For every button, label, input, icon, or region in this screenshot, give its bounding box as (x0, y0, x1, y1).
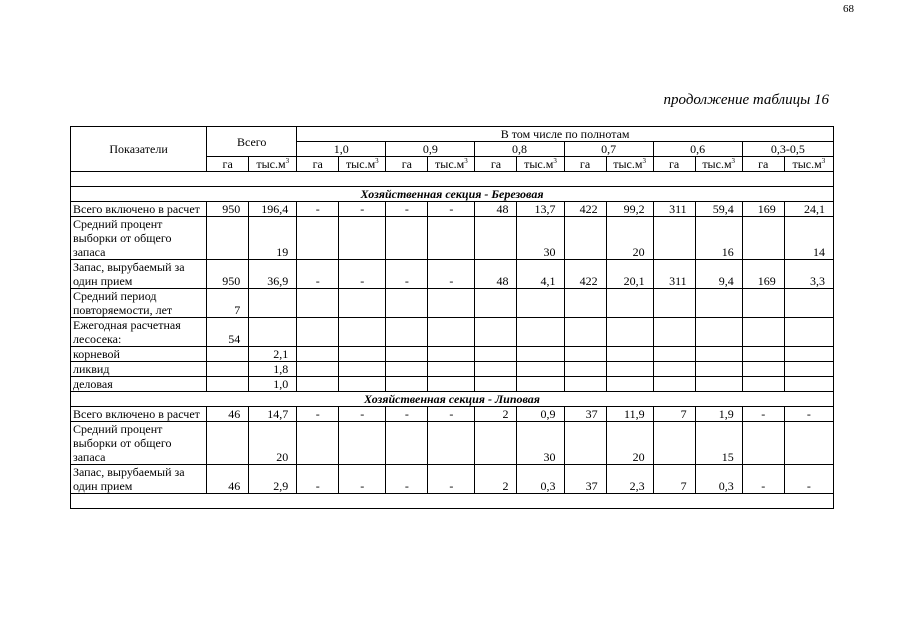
table-cell (564, 422, 606, 465)
table-cell (475, 377, 517, 392)
row-label: Запас, вырубаемый за один прием (71, 260, 207, 289)
table-cell (207, 377, 249, 392)
table-cell: 37 (564, 407, 606, 422)
table-cell (428, 318, 475, 347)
table-cell (517, 377, 564, 392)
header-density-4: 0,7 (564, 142, 653, 157)
unit-volume-superscript: 3 (642, 157, 646, 165)
table-cell (742, 347, 784, 362)
table-cell: 311 (653, 260, 695, 289)
blank-row (71, 172, 834, 187)
table-cell (297, 289, 339, 318)
table-cell: 36,9 (249, 260, 297, 289)
table-cell (339, 289, 386, 318)
blank-row (71, 494, 834, 509)
table-cell (428, 422, 475, 465)
table-cell (653, 217, 695, 260)
table-cell: - (742, 407, 784, 422)
table-cell: 3,3 (784, 260, 833, 289)
table-cell (339, 377, 386, 392)
table-cell: 37 (564, 465, 606, 494)
unit-volume-superscript: 3 (285, 157, 290, 165)
table-row (71, 407, 834, 422)
table-cell: - (297, 260, 339, 289)
unit-volume-superscript: 3 (375, 157, 379, 165)
table-cell: 7 (653, 465, 695, 494)
table-cell (606, 347, 653, 362)
table-cell (475, 362, 517, 377)
table-cell (428, 362, 475, 377)
table-cell (428, 377, 475, 392)
table-cell: 48 (475, 202, 517, 217)
table-cell (207, 362, 249, 377)
table-cell: 24,1 (784, 202, 833, 217)
table-cell: - (297, 202, 339, 217)
table-cell (475, 217, 517, 260)
table-cell: - (339, 465, 386, 494)
table-cell (695, 362, 742, 377)
table-cell: 20 (249, 422, 297, 465)
table-cell: - (428, 202, 475, 217)
header-density-1: 1,0 (297, 142, 386, 157)
unit-ha: га (297, 157, 339, 172)
table-cell (606, 377, 653, 392)
table-cell (475, 422, 517, 465)
table-cell: 54 (207, 318, 249, 347)
table-cell: - (428, 407, 475, 422)
table-cell (339, 422, 386, 465)
table-cell: 169 (742, 260, 784, 289)
table-cell: 46 (207, 407, 249, 422)
unit-ha: га (564, 157, 606, 172)
table-cell: - (297, 407, 339, 422)
table-cell (386, 377, 428, 392)
table-cell (517, 362, 564, 377)
table-cell: 196,4 (249, 202, 297, 217)
table-cell: 19 (249, 217, 297, 260)
section-title: Хозяйственная секция - Липовая (71, 392, 834, 407)
row-label: Запас, вырубаемый за один прием (71, 465, 207, 494)
row-label: Ежегодная расчетная лесосека: (71, 318, 207, 347)
table-cell: 2,9 (249, 465, 297, 494)
unit-ha: га (207, 157, 249, 172)
table-cell: 950 (207, 260, 249, 289)
unit-volume (428, 157, 475, 172)
table-cell: 4,1 (517, 260, 564, 289)
row-label: Средний период повторяемости, лет (71, 289, 207, 318)
unit-volume-text: тыс.м (702, 157, 732, 171)
table-cell: 422 (564, 260, 606, 289)
forest-table (70, 126, 834, 509)
table-cell (784, 377, 833, 392)
header-row-1 (71, 127, 834, 142)
table-cell: 30 (517, 217, 564, 260)
unit-volume-text: тыс.м (792, 157, 822, 171)
table-cell: 9,4 (695, 260, 742, 289)
unit-volume (784, 157, 833, 172)
table-cell: 169 (742, 202, 784, 217)
table-cell (207, 347, 249, 362)
header-density-3: 0,8 (475, 142, 564, 157)
table-cell: 422 (564, 202, 606, 217)
table-cell: - (297, 465, 339, 494)
table-cell (784, 362, 833, 377)
table-cell (428, 217, 475, 260)
table-cell (339, 347, 386, 362)
table-cell: 1,0 (249, 377, 297, 392)
header-density-5: 0,6 (653, 142, 742, 157)
unit-volume (339, 157, 386, 172)
unit-volume-superscript: 3 (731, 157, 736, 165)
table-cell (564, 217, 606, 260)
table-cell (695, 347, 742, 362)
header-by-density: В том числе по полнотам (297, 127, 834, 142)
table-cell (653, 347, 695, 362)
table-cell (784, 422, 833, 465)
table-cell (653, 289, 695, 318)
table-cell: 30 (517, 422, 564, 465)
header-indicators: Показатели (71, 127, 207, 172)
table-cell (695, 377, 742, 392)
table-cell (653, 362, 695, 377)
table-cell: 1,8 (249, 362, 297, 377)
table-row (71, 377, 834, 392)
table-cell: 950 (207, 202, 249, 217)
table-cell (475, 289, 517, 318)
table-cell: 2,3 (606, 465, 653, 494)
table-cell (297, 422, 339, 465)
table-row (71, 202, 834, 217)
table-cell (428, 347, 475, 362)
table-cell: - (386, 465, 428, 494)
table-cell: - (339, 260, 386, 289)
table-cell (428, 289, 475, 318)
header-total: Всего (207, 127, 297, 157)
unit-volume-text: тыс.м (435, 157, 465, 171)
table-cell: 0,3 (695, 465, 742, 494)
table-cell (207, 217, 249, 260)
table-cell (742, 377, 784, 392)
table-cell: - (784, 465, 833, 494)
table-cell: 311 (653, 202, 695, 217)
table-cell (297, 377, 339, 392)
table-cell: 20 (606, 217, 653, 260)
row-label: деловая (71, 377, 207, 392)
table-cell (297, 318, 339, 347)
table-cell (742, 318, 784, 347)
row-label: Средний процент выборки от общего запаса (71, 422, 207, 465)
table-cell: 11,9 (606, 407, 653, 422)
table-cell (784, 318, 833, 347)
table-cell: 99,2 (606, 202, 653, 217)
table-cell (564, 318, 606, 347)
header-density-6: 0,3-0,5 (742, 142, 833, 157)
unit-volume-superscript: 3 (821, 157, 826, 165)
unit-ha: га (475, 157, 517, 172)
section-title: Хозяйственная секция - Березовая (71, 187, 834, 202)
table-cell: - (784, 407, 833, 422)
table-cell (386, 217, 428, 260)
table-cell (742, 289, 784, 318)
row-label: Средний процент выборки от общего запаса (71, 217, 207, 260)
section-header-row (71, 392, 834, 407)
table-cell (386, 362, 428, 377)
table-cell (297, 217, 339, 260)
table-cell (249, 318, 297, 347)
table-cell (742, 217, 784, 260)
table-cell: 1,9 (695, 407, 742, 422)
table-cell (695, 289, 742, 318)
unit-volume (517, 157, 564, 172)
table-row (71, 217, 834, 260)
row-label: корневой (71, 347, 207, 362)
table-cell (564, 347, 606, 362)
page-number: 68 (843, 3, 854, 15)
unit-ha: га (386, 157, 428, 172)
table-row (71, 422, 834, 465)
unit-volume (695, 157, 742, 172)
table-cell (386, 289, 428, 318)
table-cell: - (742, 465, 784, 494)
unit-volume-text: тыс.м (256, 157, 286, 171)
table-cell: 16 (695, 217, 742, 260)
table-cell (742, 362, 784, 377)
table-cell (517, 318, 564, 347)
unit-volume-text: тыс.м (345, 157, 376, 171)
table-cell: 48 (475, 260, 517, 289)
section-header-row (71, 187, 834, 202)
table-row (71, 260, 834, 289)
table-cell (606, 362, 653, 377)
table-cell (564, 362, 606, 377)
table-cell: - (386, 260, 428, 289)
table-row (71, 318, 834, 347)
table-cell: 15 (695, 422, 742, 465)
table-cell (517, 289, 564, 318)
row-label: Всего включено в расчет (71, 202, 207, 217)
table-cell (742, 422, 784, 465)
table-cell (297, 362, 339, 377)
table-cell (695, 318, 742, 347)
table-cell: 7 (653, 407, 695, 422)
table-cell: 0,3 (517, 465, 564, 494)
table-cell: 2 (475, 465, 517, 494)
row-label: ликвид (71, 362, 207, 377)
table-cell: - (339, 202, 386, 217)
table-cell: 13,7 (517, 202, 564, 217)
table-cell (386, 347, 428, 362)
table-cell: - (339, 407, 386, 422)
table-cell: - (428, 465, 475, 494)
unit-volume (606, 157, 653, 172)
table-cell: 20,1 (606, 260, 653, 289)
table-cell: - (428, 260, 475, 289)
table-cell (475, 347, 517, 362)
table-cell (207, 422, 249, 465)
table-row (71, 347, 834, 362)
table-cell: 0,9 (517, 407, 564, 422)
unit-volume-text: тыс.м (524, 157, 554, 171)
table-cell (784, 347, 833, 362)
table-cell (339, 318, 386, 347)
table-cell: 59,4 (695, 202, 742, 217)
table-cell: 14 (784, 217, 833, 260)
table-cell: - (386, 202, 428, 217)
table-cell (517, 347, 564, 362)
row-label: Всего включено в расчет (71, 407, 207, 422)
table-cell: 2,1 (249, 347, 297, 362)
table-row (71, 465, 834, 494)
table-cell (653, 318, 695, 347)
table-cell (339, 217, 386, 260)
table-cell: 7 (207, 289, 249, 318)
table-cell (297, 347, 339, 362)
unit-volume-text: тыс.м (613, 157, 643, 171)
unit-volume-superscript: 3 (464, 157, 468, 165)
table-cell (386, 422, 428, 465)
table-cell (606, 318, 653, 347)
table-cell (339, 362, 386, 377)
table-cell: 20 (606, 422, 653, 465)
table-cell (606, 289, 653, 318)
unit-ha: га (653, 157, 695, 172)
table-cell (564, 289, 606, 318)
table-cell: 14,7 (249, 407, 297, 422)
table-cell: 46 (207, 465, 249, 494)
unit-volume-superscript: 3 (553, 157, 557, 165)
header-density-2: 0,9 (386, 142, 475, 157)
table-row (71, 289, 834, 318)
table-cell (386, 318, 428, 347)
table-cell (784, 289, 833, 318)
unit-volume (249, 157, 297, 172)
table-cell (475, 318, 517, 347)
table-cell: - (386, 407, 428, 422)
table-caption: продолжение таблицы 16 (663, 92, 829, 108)
table-cell: 2 (475, 407, 517, 422)
table-cell (653, 377, 695, 392)
table-cell (653, 422, 695, 465)
table-row (71, 362, 834, 377)
table-cell (249, 289, 297, 318)
unit-ha: га (742, 157, 784, 172)
table-cell (564, 377, 606, 392)
